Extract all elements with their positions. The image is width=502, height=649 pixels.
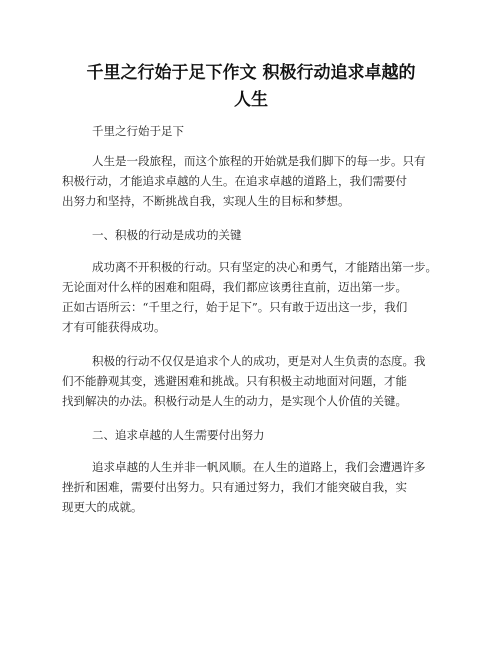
para3-line-3: 找到解决的办法。积极行动是人生的动力，是实现个人价值的关键。 [62,394,407,408]
para2-line-1: 成功离不开积极的行动。只有坚定的决心和勇气，才能踏出第一步。 [92,260,437,274]
para2-line-4: 才有可能获得成功。 [62,320,166,334]
para1-line-1: 人生是一段旅程，而这个旅程的开始就是我们脚下的每一步。只有 [92,154,426,168]
para4-line-1: 追求卓越的人生并非一帆风顺。在人生的道路上，我们会遭遇许多 [92,460,426,474]
para2-line-2: 无论面对什么样的困难和阻碍，我们都应该勇往直前，迈出第一步。 [62,280,407,294]
section-heading-2: 二、追求卓越的人生需要付出努力 [92,428,265,442]
document-title [60,60,442,114]
para2-line-3: 正如古语所云：“千里之行，始于足下”。只有敢于迈出这一步，我们 [62,300,408,314]
para3-line-2: 们不能静观其变，逃避困难和挑战。只有积极主动地面对问题，才能 [62,374,407,388]
para4-line-3: 现更大的成就。 [62,500,143,514]
para1-line-2: 积极行动，才能追求卓越的人生。在追求卓越的道路上，我们需要付 [62,174,407,188]
para1-line-3: 出努力和坚持，不断挑战自我，实现人生的目标和梦想。 [62,194,350,208]
section-heading-1: 一、积极的行动是成功的关键 [92,228,242,242]
title-line-2: 人生 [234,90,268,110]
para4-line-2: 挫折和困难，需要付出努力。只有通过努力，我们才能突破自我，实 [62,480,407,494]
title-line-1: 千里之行始于足下作文 积极行动追求卓越的 [86,63,416,83]
subtitle: 千里之行始于足下 [92,124,184,138]
para3-line-1: 积极的行动不仅仅是追求个人的成功，更是对人生负责的态度。我 [92,354,426,368]
